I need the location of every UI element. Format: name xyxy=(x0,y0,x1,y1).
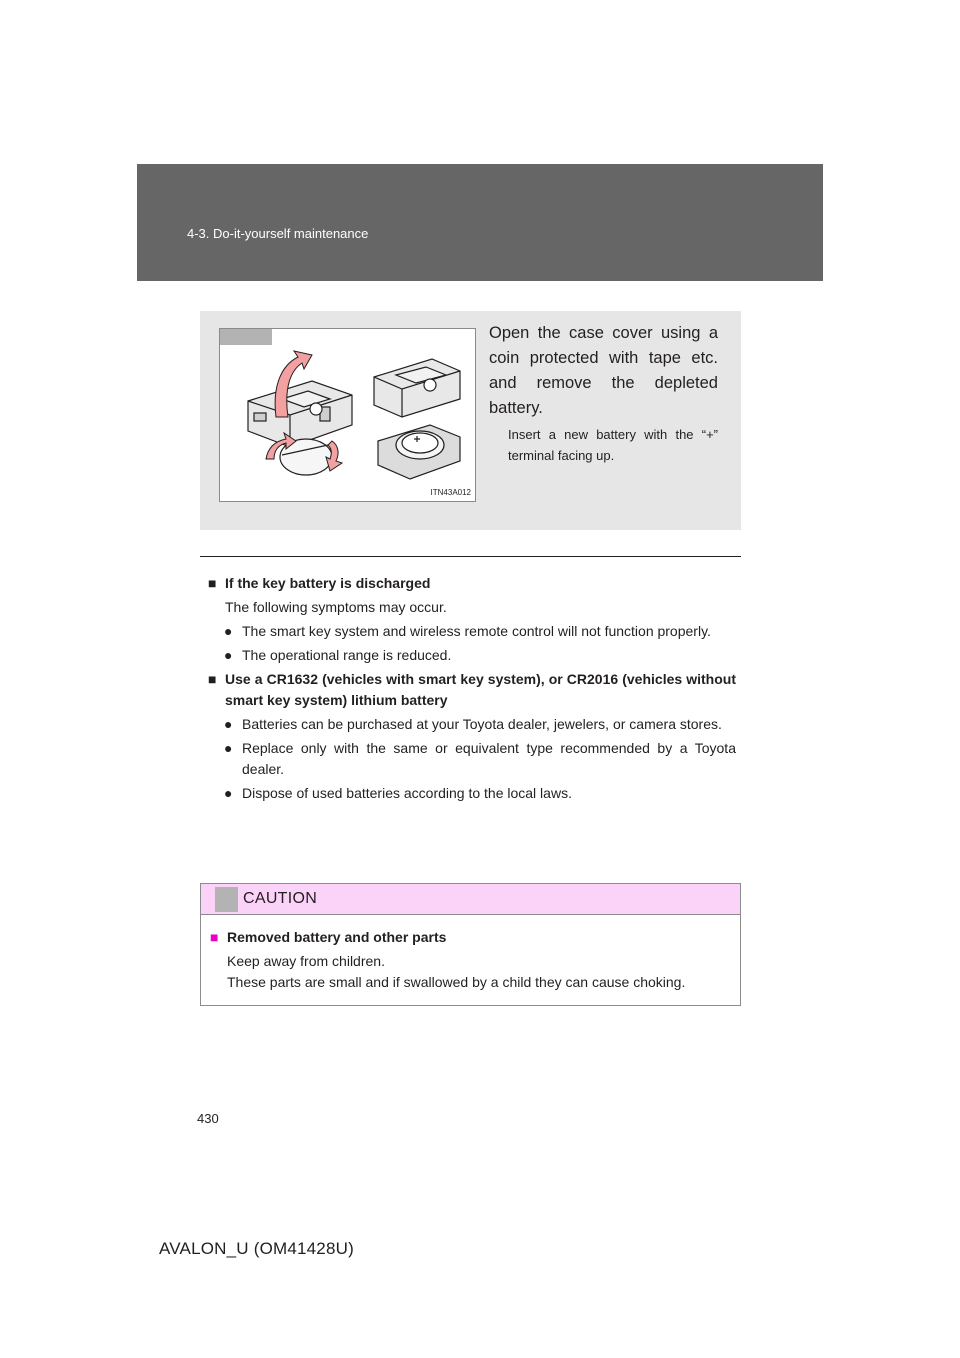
list-item: ● The smart key system and wireless remote control will not function properly. xyxy=(208,621,736,642)
list-item: ● Dispose of used batteries according to the local laws. xyxy=(208,783,736,804)
caution-line: Keep away from children. xyxy=(227,953,385,969)
document-id: AVALON_U (OM41428U) xyxy=(159,1239,354,1258)
bullet-icon: ● xyxy=(224,716,233,732)
caution-heading: ■ Removed battery and other parts xyxy=(210,927,734,948)
header-band xyxy=(137,164,823,281)
bullet-icon: ● xyxy=(224,647,233,663)
info-content xyxy=(208,573,736,804)
bullet-icon: ● xyxy=(224,740,233,756)
step-box xyxy=(200,311,741,530)
list-item: ● Batteries can be purchased at your Toyota dealer, jewelers, or camera stores. xyxy=(208,714,736,735)
caution-line: These parts are small and if swallowed by a child they can cause choking. xyxy=(227,974,686,990)
caution-header xyxy=(201,884,740,915)
section-title: 4-3. Do-it-yourself maintenance xyxy=(187,226,369,241)
caution-tab xyxy=(215,887,238,912)
step-note: Insert a new battery with the “+” terminal facing up. xyxy=(508,427,718,463)
section-heading: ■ Use a CR1632 (vehicles with smart key system), or CR2016 (vehicles without smart key system) lithium battery xyxy=(208,671,736,708)
key-battery-illustration xyxy=(220,329,475,501)
bullet-icon: ● xyxy=(224,623,233,639)
caution-body xyxy=(210,927,734,993)
page-number: 430 xyxy=(197,1111,219,1126)
bullet-icon: ● xyxy=(224,785,233,801)
section-key-battery-discharged xyxy=(208,573,736,666)
square-marker-icon: ■ xyxy=(208,671,217,687)
list-item: ● The operational range is reduced. xyxy=(208,645,736,666)
step-instruction: Open the case cover using a coin protected with tape etc. and remove the depleted battery. xyxy=(489,324,718,417)
section-divider xyxy=(200,556,741,557)
square-marker-icon: ■ xyxy=(210,929,219,945)
section-intro: The following symptoms may occur. xyxy=(225,599,447,615)
caution-title: CAUTION xyxy=(243,890,318,907)
list-item: ● Replace only with the same or equivalent type recommended by a Toyota dealer. xyxy=(224,740,736,777)
figure-code: ITN43A012 xyxy=(430,488,471,497)
step-figure xyxy=(219,328,476,502)
section-heading: ■ If the key battery is discharged xyxy=(208,573,736,594)
caution-box xyxy=(200,883,741,1006)
square-marker-icon: ■ xyxy=(208,575,217,591)
section-battery-type xyxy=(208,669,736,804)
